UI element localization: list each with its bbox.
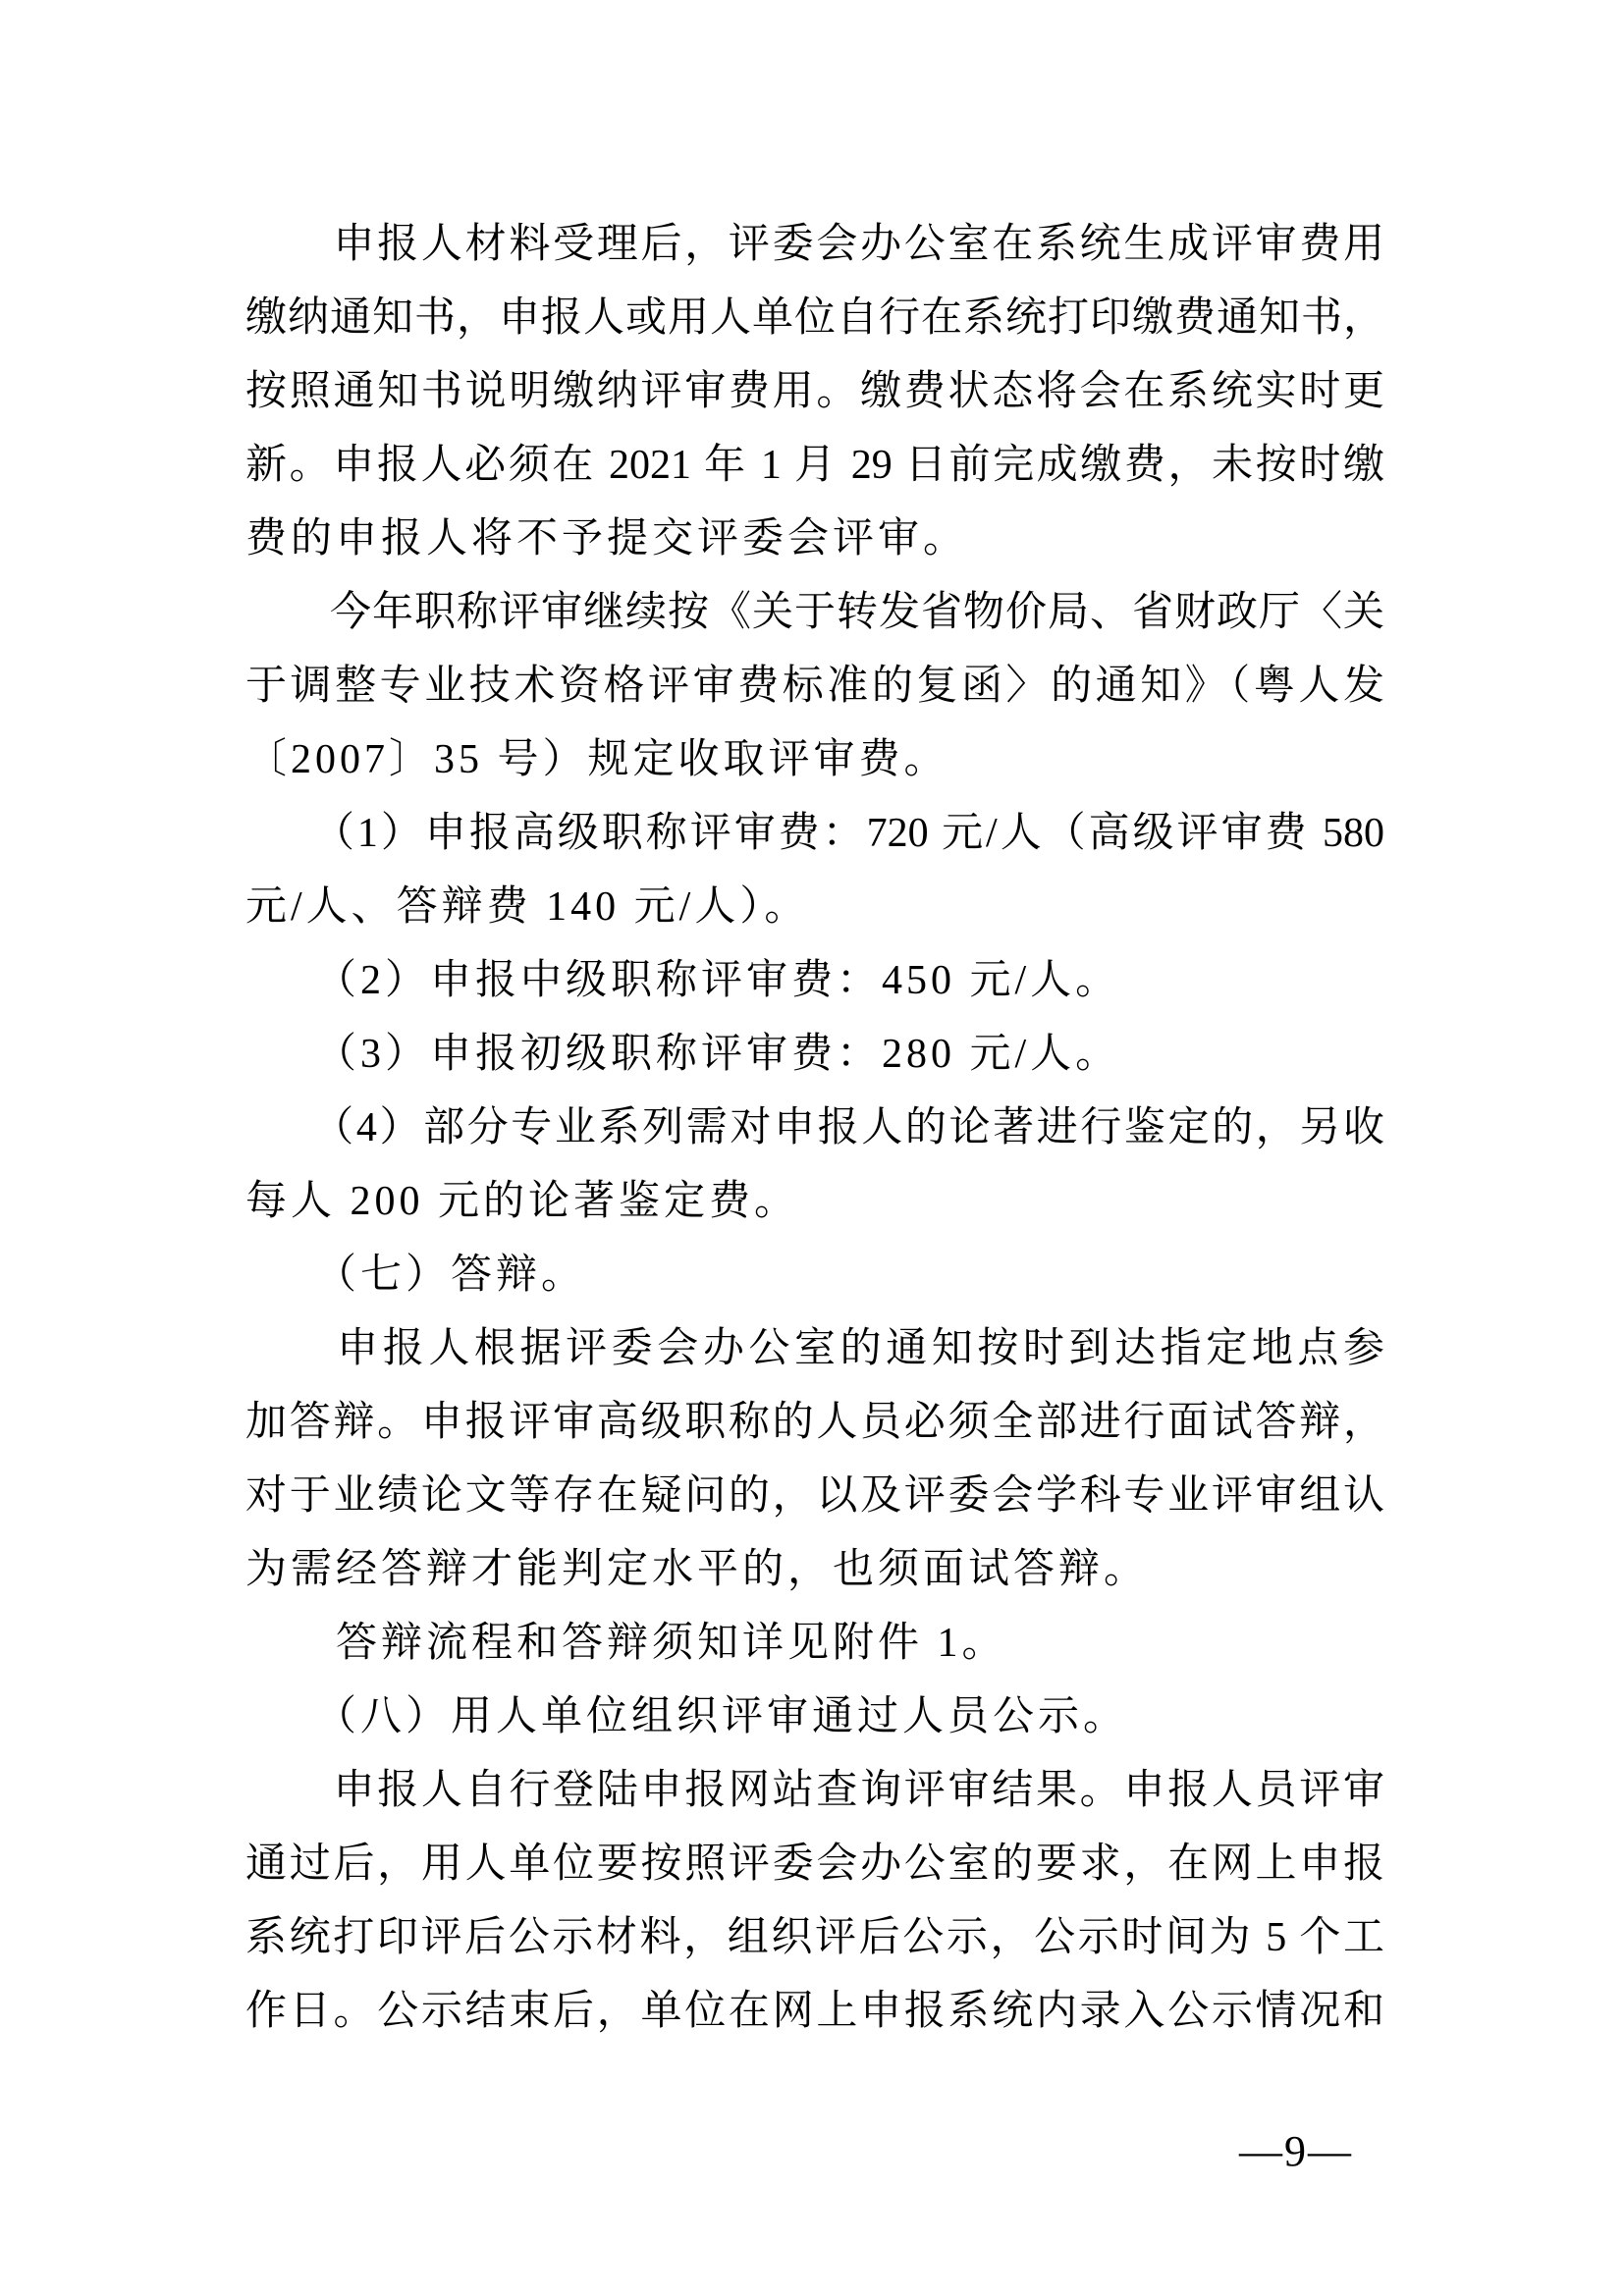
- text-line: （3）申报初级职称评审费：280 元/人。: [245, 1032, 1121, 1077]
- text-line: 按照通知书说明缴纳评审费用。缴费状态将会在系统实时更: [245, 369, 1384, 414]
- text-line: 答辩流程和答辩须知详见附件 1。: [245, 1621, 1007, 1666]
- text-line: 加答辩。申报评审高级职称的人员必须全部进行面试答辩，: [245, 1400, 1384, 1445]
- text-line: 申报人根据评委会办公室的通知按时到达指定地点参: [245, 1326, 1384, 1371]
- text-line: 新。申报人必须在 2021 年 1 月 29 日前完成缴费，未按时缴: [245, 443, 1384, 488]
- text-line: （八）用人单位组织评审通过人员公示。: [245, 1694, 1129, 1739]
- text-line: 为需经答辩才能判定水平的，也须面试答辩。: [245, 1547, 1150, 1592]
- text-line: 申报人自行登陆申报网站查询评审结果。申报人员评审: [245, 1768, 1384, 1813]
- text-line: 系统打印评后公示材料，组织评后公示，公示时间为 5 个工: [245, 1915, 1384, 1960]
- text-line: 今年职称评审继续按《关于转发省物价局、省财政厅〈关: [245, 590, 1384, 635]
- text-line: （2）申报中级职称评审费：450 元/人。: [245, 958, 1121, 1003]
- text-line: 缴纳通知书，申报人或用人单位自行在系统打印缴费通知书，: [245, 295, 1384, 341]
- text-line: 〔2007〕35 号）规定收取评审费。: [245, 737, 949, 782]
- text-line: 元/人、答辩费 140 元/人）。: [245, 884, 810, 930]
- document-body: [245, 208, 1384, 2049]
- text-line: 申报人材料受理后，评委会办公室在系统生成评审费用: [245, 222, 1384, 267]
- text-line: 对于业绩论文等存在疑问的，以及评委会学科专业评审组认: [245, 1473, 1384, 1519]
- text-line: 于调整专业技术资格评审费标准的复函〉的通知》（粤人发: [245, 664, 1384, 709]
- text-line: 费的申报人将不予提交评委会评审。: [245, 516, 969, 561]
- text-line: （1）申报高级职称评审费：720 元/人（高级评审费 580: [245, 811, 1384, 856]
- text-line: （4）部分专业系列需对申报人的论著进行鉴定的，另收: [245, 1105, 1384, 1150]
- text-line: （七）答辩。: [245, 1253, 587, 1298]
- text-line: 每人 200 元的论著鉴定费。: [245, 1179, 800, 1224]
- text-line: 通过后，用人单位要按照评委会办公室的要求，在网上申报: [245, 1842, 1384, 1887]
- page-number: —9—: [1239, 2127, 1353, 2175]
- text-line: 作日。公示结束后，单位在网上申报系统内录入公示情况和: [245, 1989, 1384, 2034]
